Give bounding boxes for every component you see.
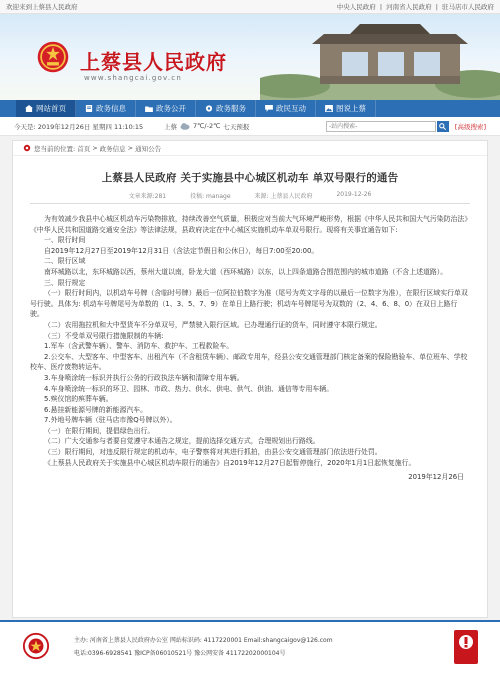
meta-date: 2019-12-26 [336, 191, 372, 198]
national-emblem-icon [36, 40, 70, 74]
nav-gov-info-label: 政务信息 [96, 104, 126, 113]
paragraph: （三）限行期间，对违反限行规定的机动车，电子警察将对其进行抓拍，由县公安交通管理部门依法进行处罚。 [44, 448, 382, 457]
cloud-icon [180, 122, 190, 130]
article-meta [30, 191, 470, 204]
breadcrumb-prefix: 您当前的位置: [34, 144, 76, 153]
nav-gov-service-label: 政务服务 [216, 104, 246, 113]
service-icon [205, 105, 213, 112]
paragraph: （三）不受单双号限行措施限制的车辆: [44, 331, 164, 340]
paragraph: 5.殡仪馆的殡葬车辆。 [44, 395, 113, 404]
paragraph: （二）农用拖拉机和大中型货车不分单双号，严禁驶入限行区域。已办理通行证的货车，同时遵守本限行规定。 [44, 320, 382, 329]
paragraph: 《上蔡县人民政府关于实施县中心城区机动车限行的通告》自2019年12月27日起暂停施行，2020年1月1日起恢复施行。 [44, 458, 416, 467]
nav-gov-info[interactable] [76, 100, 136, 117]
paragraph: 一、限行时间 [44, 236, 86, 245]
link-central-gov[interactable]: 中央人民政府 [336, 3, 376, 11]
paragraph: 3.车身喷涂统一标识并执行公务的行政执法车辆和清障专用车辆。 [44, 373, 244, 382]
error-report-badge-icon[interactable] [454, 630, 478, 664]
link-separator: | [435, 3, 438, 11]
chat-icon [265, 105, 273, 112]
signature-date: 2019年12月26日 [408, 473, 464, 482]
nav-pictures[interactable] [316, 100, 376, 117]
breadcrumb-separator: > [127, 144, 134, 152]
weather-city: 上蔡 [164, 122, 177, 131]
welcome-text: 欢迎来到上蔡县人民政府 [6, 3, 78, 11]
weather-temp: 7℃/-2℃ [193, 122, 221, 130]
nav-interaction[interactable] [256, 100, 316, 117]
paragraph: 为有效减少我县中心城区机动车污染物排放，持续改善空气质量，积极应对当前大气环境严峻形势，根据《中华人民共和国大气污染防治法》《中华人民共和国道路交通安全法》等法律法规，县政府决定在中心城区实施机动车单双号限行。现将有关事宜通告如下: [30, 215, 468, 234]
breadcrumb [13, 141, 487, 156]
footer-line-host: 主办: 河南省上蔡县人民政府办公室 网站标识码: 4117220001 Email:shangcaigov@126.com [74, 637, 333, 644]
nav-pictures-label: 图说上蔡 [336, 104, 366, 113]
paragraph: （二）广大交通参与者要自觉遵守本通告之规定，提前选择交通方式，合理规划出行路线。 [44, 437, 320, 446]
paragraph: 南环城路以北，东环城路以西，蔡州大道以南，卧龙大道（西环城路）以东，以上四条道路合围范围内的城市道路（不含上述道路）。 [44, 267, 448, 276]
nav-home[interactable] [16, 100, 76, 117]
breadcrumb-home[interactable]: 首页 [77, 144, 91, 153]
breadcrumb-separator: > [92, 144, 98, 152]
gov-site-badge-icon[interactable] [22, 632, 50, 660]
weather-widget [164, 122, 314, 131]
paragraph: 2.公交车、大型客车、中型客车、出租汽车（不含租赁车辆）、邮政专用车，经县公安交通管理部门核定备案的保险勘验车、单位班车、学校校车、医疗废物转运车。 [30, 352, 468, 372]
location-icon [23, 144, 31, 152]
nav-gov-open[interactable] [136, 100, 196, 117]
search-icon [439, 123, 446, 130]
meta-source: 来源: 上蔡县人民政府 [254, 193, 313, 200]
nav-interaction-label: 政民互动 [276, 104, 306, 113]
meta-author: 投稿: manage [190, 193, 231, 200]
info-bar [0, 117, 500, 136]
current-date: 今天是: 2019年12月26日 星期四 11:10:15 [14, 122, 144, 131]
home-icon [25, 105, 33, 112]
breadcrumb-notices[interactable]: 通知公告 [135, 144, 162, 153]
nav-home-label: 网站首页 [36, 104, 66, 113]
site-footer [0, 620, 500, 675]
document-icon [85, 105, 93, 112]
paragraph: （一）限行时间内，以机动车号牌（含临时号牌）最后一位阿拉伯数字为准（尾号为英文字母的以最后一位数字为准），在限行区域实行单双号行驶。具体为: 机动车号牌尾号为单数的（1、3、5、7、9）在单日上路行驶；机动车号牌尾号为双数的（2、4、6、8、0）在双日上路行驶。 [30, 289, 468, 319]
folder-icon [145, 105, 153, 112]
paragraph: 1.军车（含武警车辆）、警车、消防车、救护车、工程救险车。 [44, 342, 234, 351]
site-banner [0, 14, 500, 100]
search-button[interactable] [437, 121, 449, 132]
weather-forecast-link[interactable]: 七天预报 [223, 122, 250, 131]
meta-id: 文章来源:281 [128, 193, 167, 200]
article-body [30, 214, 470, 483]
link-zhumadian-gov[interactable]: 驻马店市人民政府 [442, 3, 494, 11]
paragraph: 4.车身喷涂统一标识的环卫、园林、市政、热力、供水、供电、供气、供油、通信等专用车辆。 [44, 384, 334, 393]
top-links [335, 2, 494, 11]
picture-icon [325, 105, 333, 112]
article-title: 上蔡县人民政府 关于实施县中心城区机动车 单双号限行的通告 [101, 172, 399, 184]
nav-gov-open-label: 政务公开 [156, 104, 186, 113]
search-input[interactable] [326, 121, 436, 132]
link-separator: | [379, 3, 383, 11]
paragraph: 6.悬挂新能源号牌的新能源汽车。 [44, 405, 148, 414]
main-nav [0, 100, 500, 117]
site-title: 上蔡县人民政府 [80, 50, 227, 74]
site-url: www.shangcai.gov.cn [84, 74, 182, 82]
top-bar [0, 0, 500, 14]
paragraph: 自2019年12月27日至2019年12月31日（含法定节假日和公休日），每日7:00至20:00。 [44, 246, 319, 255]
site-search [326, 121, 486, 132]
advanced-search-link[interactable]: [高级搜索] [454, 122, 486, 131]
nav-gov-service[interactable] [196, 100, 256, 117]
paragraph: （一）在限行期间，提倡绿色出行。 [44, 426, 155, 435]
gate-scenery-illustration [260, 14, 500, 100]
paragraph: 7.外地号牌车辆（驻马店市豫Q号牌以外）。 [44, 416, 177, 425]
paragraph: 三、限行规定 [44, 278, 86, 287]
article-container [12, 140, 488, 618]
link-henan-gov[interactable]: 河南省人民政府 [386, 3, 432, 11]
footer-line-contact: 电话:0396-6928541 豫ICP备06010521号 豫公网安备 41172202000104号 [74, 650, 286, 657]
breadcrumb-gov-info[interactable]: 政务信息 [99, 144, 126, 153]
paragraph: 二、限行区域 [44, 257, 86, 266]
